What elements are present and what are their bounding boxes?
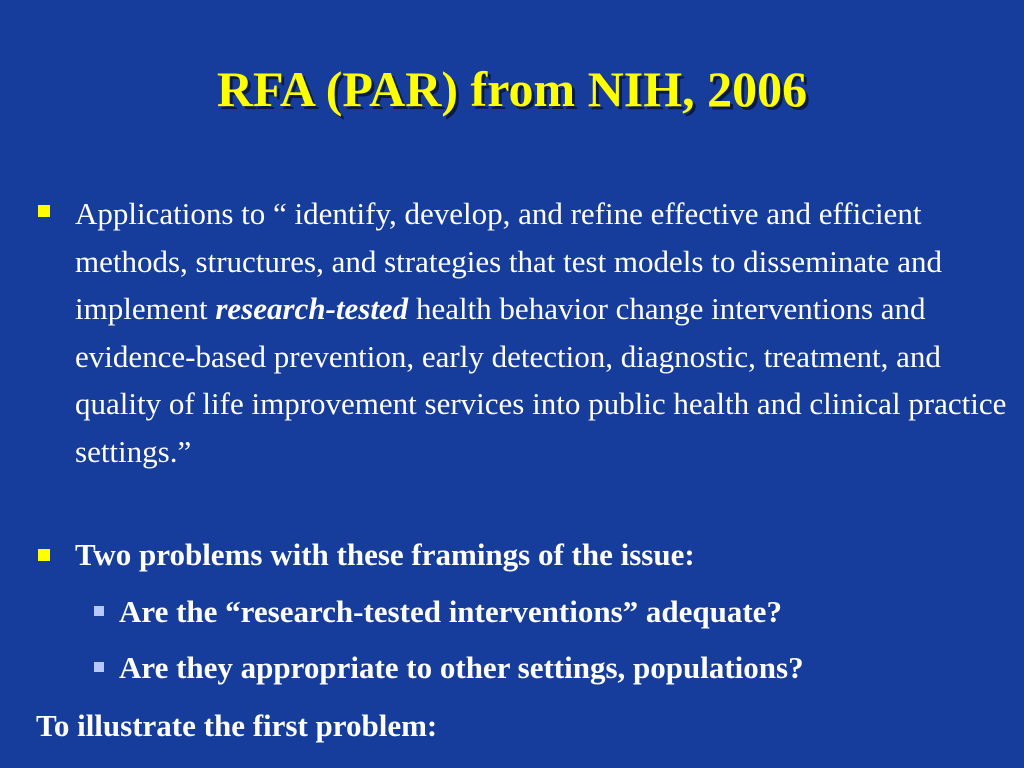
slide-title: RFA (PAR) from NIH, 2006 xyxy=(216,61,808,117)
sub-bullet-1-text: Are the “research-tested interventions” adequate? xyxy=(119,594,782,629)
bullet-marker xyxy=(38,549,50,561)
sub-bullet-marker xyxy=(94,662,104,672)
bullet-1-text-before: Applications to “ identify, develop, and refine effective and efficient methods, structures, and strategies that test models to disseminate and implement xyxy=(75,196,942,326)
sub-bullet-marker xyxy=(94,606,104,616)
bullet-1-text xyxy=(75,190,1020,475)
closing-text: To illustrate the first problem: xyxy=(36,708,438,743)
bullet-1-text-after: health behavior change interventions and evidence-based prevention, early detection, diagnostic, treatment, and quality of life improvement services into public health and clinical practice settings.” xyxy=(75,291,1007,469)
sub-bullet-2-text: Are they appropriate to other settings, populations? xyxy=(119,650,804,685)
bullet-2-text: Two problems with these framings of the issue: xyxy=(75,537,695,572)
bullet-1-emphasis: research-tested xyxy=(215,291,409,326)
bullet-marker xyxy=(38,205,50,217)
